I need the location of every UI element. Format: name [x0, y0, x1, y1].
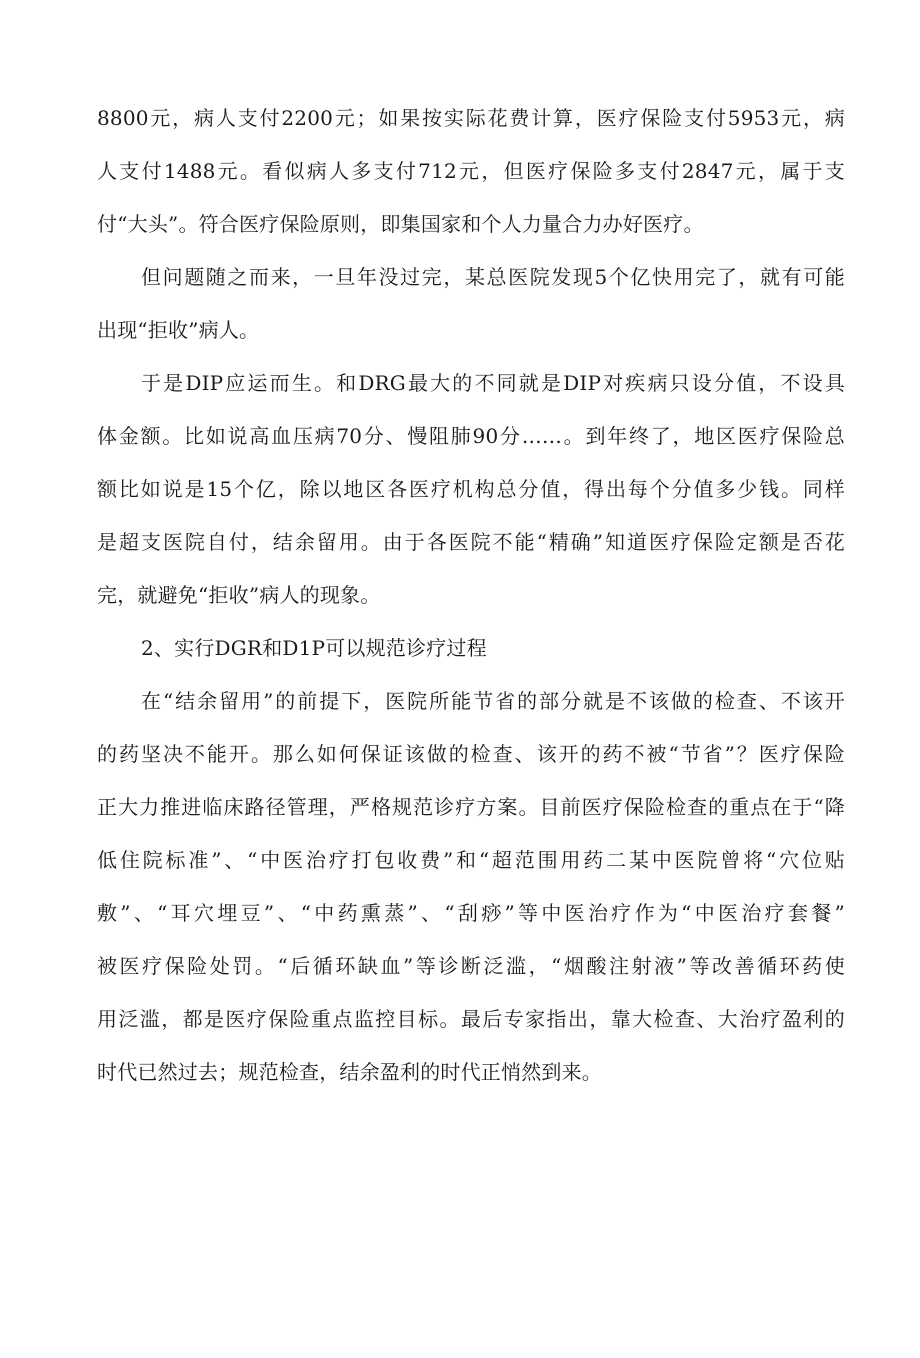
paragraph-4-line-5: 敷”、“耳穴埋豆”、“中药熏蒸”、“刮痧”等中医治疗作为“中医治疗套餐”	[97, 901, 845, 925]
paragraph-4-line-7: 用泛滥，都是医疗保险重点监控目标。最后专家指出，靠大检查、大治疗盈利的	[97, 1007, 845, 1031]
paragraph-1-line-3: 付“大头”。符合医疗保险原则，即集国家和个人力量合力办好医疗。	[97, 212, 704, 236]
paragraph-4-line-3: 正大力推进临床路径管理，严格规范诊疗方案。目前医疗保险检查的重点在于“降	[97, 795, 845, 819]
paragraph-3-line-1: 于是DIP应运而生。和DRG最大的不同就是DIP对疾病只设分值，不设具	[141, 371, 845, 395]
paragraph-4-line-6: 被医疗保险处罚。“后循环缺血”等诊断泛滥，“烟酸注射液”等改善循环药使	[97, 954, 845, 978]
paragraph-2-line-1: 但问题随之而来，一旦年没过完，某总医院发现5个亿快用完了，就有可能	[141, 265, 845, 289]
paragraph-3-line-2: 体金额。比如说高血压病70分、慢阻肺90分……。到年终了，地区医疗保险总	[97, 424, 845, 448]
paragraph-2-line-2: 出现“拒收”病人。	[97, 318, 260, 342]
paragraph-1-line-2: 人支付1488元。看似病人多支付712元，但医疗保险多支付2847元，属于支	[97, 159, 845, 183]
paragraph-4-line-2: 的药坚决不能开。那么如何保证该做的检查、该开的药不被“节省”？医疗保险	[97, 742, 845, 766]
paragraph-3-line-5: 完，就避免“拒收”病人的现象。	[97, 583, 381, 607]
paragraph-4-line-8: 时代已然过去；规范检查，结余盈利的时代正悄然到来。	[97, 1060, 602, 1084]
paragraph-3-line-4: 是超支医院自付，结余留用。由于各医院不能“精确”知道医疗保险定额是否花	[97, 530, 845, 554]
document-body	[97, 92, 845, 1099]
paragraph-1-line-1: 8800元，病人支付2200元；如果按实际花费计算，医疗保险支付5953元，病	[97, 106, 845, 130]
section-heading-2: 2、实行DGR和D1P可以规范诊疗过程	[141, 636, 487, 660]
paragraph-3-line-3: 额比如说是15个亿，除以地区各医疗机构总分值，得出每个分值多少钱。同样	[97, 477, 845, 501]
paragraph-4-line-4: 低住院标准”、“中医治疗打包收费”和“超范围用药二某中医院曾将“穴位贴	[97, 848, 845, 872]
paragraph-4-line-1: 在“结余留用”的前提下，医院所能节省的部分就是不该做的检查、不该开	[141, 689, 845, 713]
